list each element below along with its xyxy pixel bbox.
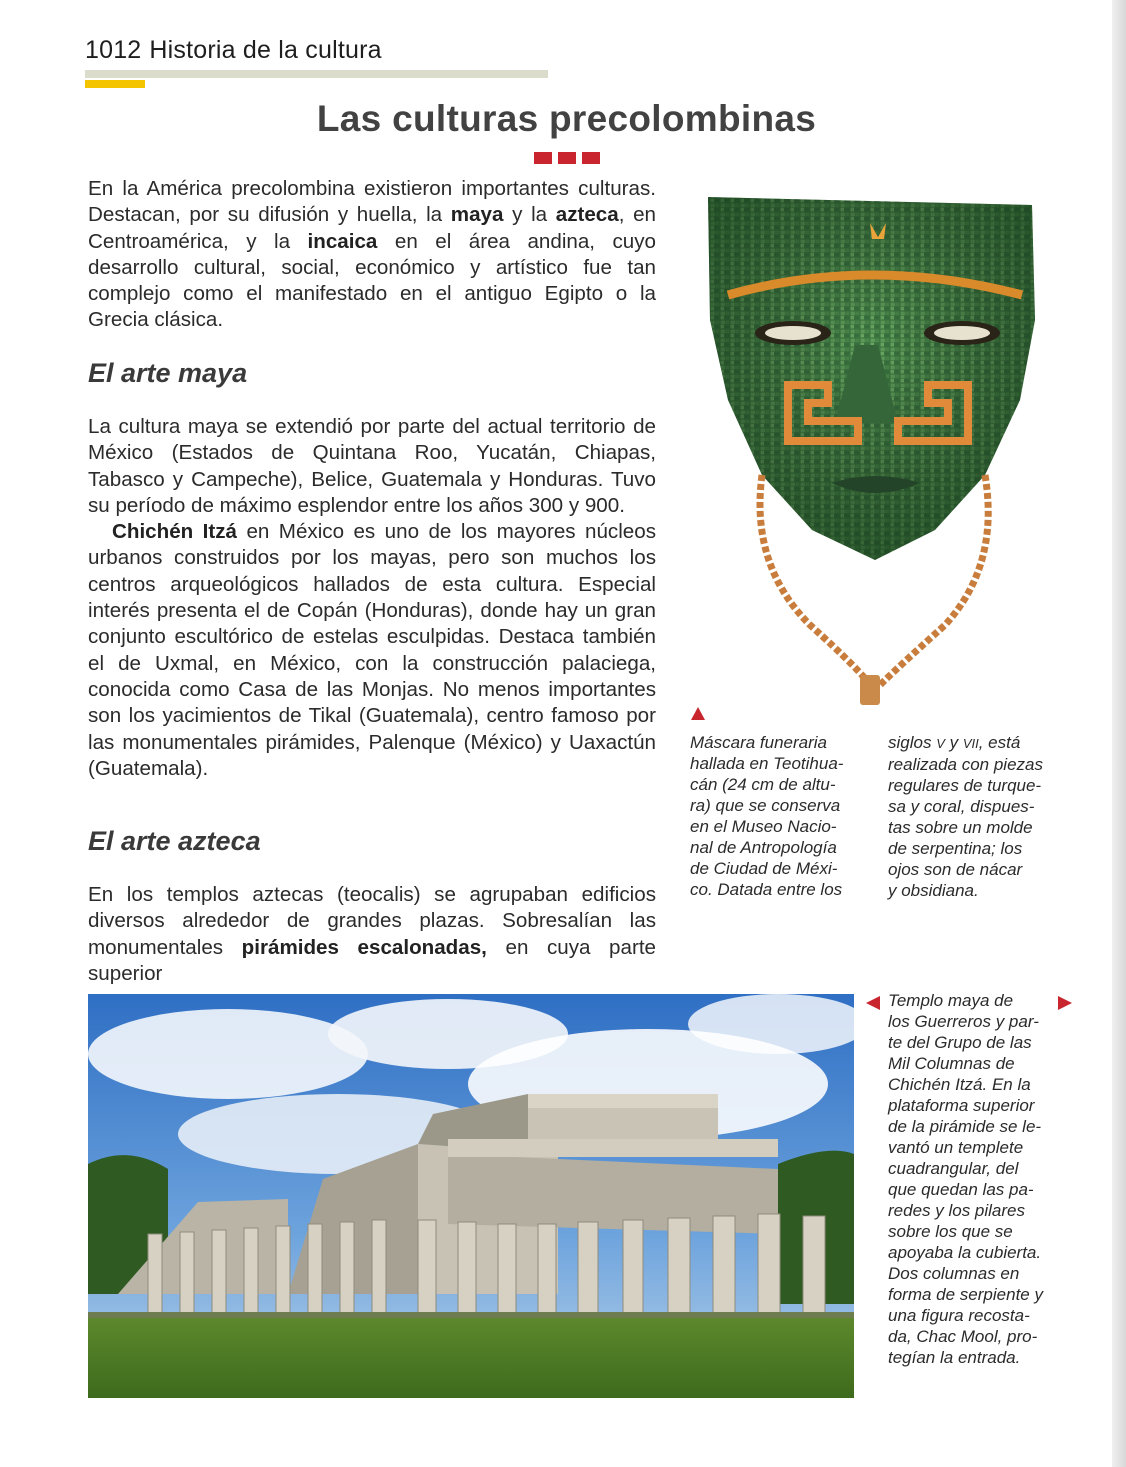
- temple-caption: [888, 990, 1068, 1368]
- intro-text: En la América precolombina existieron importantes culturas. Destacan, por su difusión y huella, la: [88, 177, 656, 227]
- caption-line: y obsidiana.: [888, 881, 979, 900]
- mask-caption-col2: [888, 732, 1078, 901]
- roman-numeral: V: [936, 736, 945, 751]
- caption-line: co. Datada entre los: [690, 880, 843, 899]
- roman-numeral: VII: [962, 736, 979, 751]
- caption-line: cán (24 cm de altu-: [690, 775, 836, 794]
- caption-line: te del Grupo de las: [888, 1033, 1032, 1052]
- caption-line: Templo maya de: [888, 991, 1014, 1010]
- caption-line: Mil Columnas de: [888, 1054, 1015, 1073]
- caption-line: los Guerreros y par-: [888, 1012, 1039, 1031]
- triangle-left-icon: [866, 996, 880, 1010]
- caption-line: de serpentina; los: [888, 839, 1023, 858]
- caption-line: sobre los que se: [888, 1222, 1013, 1241]
- page-edge-shadow: [1112, 0, 1126, 1467]
- caption-line: forma de serpiente y: [888, 1285, 1043, 1304]
- running-head: [85, 36, 382, 65]
- caption-line: [888, 732, 1078, 754]
- maya-paragraph-1: La cultura maya se extendió por parte del actual territorio de México (Estados de Quintana Roo, Yucatán, Chiapas, Tabasco y Campeche), Belice, Guatemala y Honduras. Tuvo su período de máximo esplendor entre los años 300 y 900.: [88, 415, 656, 517]
- caption-line: plataforma superior: [888, 1096, 1035, 1115]
- ornament-square: [558, 152, 576, 164]
- caption-line: redes y los pilares: [888, 1201, 1026, 1220]
- page-number: 1012: [85, 36, 142, 64]
- caption-line: Chichén Itzá. En la: [888, 1075, 1031, 1094]
- intro-text: , en Centroamérica, y la: [88, 203, 656, 253]
- caption-line: Dos columnas en: [888, 1264, 1020, 1283]
- header-accent-bar: [85, 80, 145, 88]
- triangle-up-icon: [691, 707, 705, 720]
- temple-photo: [88, 994, 854, 1398]
- maya-paragraph-2-text: en México es uno de los mayores núcleos urbanos construidos por los mayas, pero son muchos los centros arqueológicos hallados de esta cultura. Especial interés presenta el de Copán (Honduras), donde hay un gran conjunto escultórico de estelas esculpidas. Destaca también el de Uxmal, en México, con la construcción palaciega, conocida como Casa de las Monjas. No menos importantes son los yacimientos de Tikal (Guatemala), centro famoso por las monumentales pirámides, Palenque (México) y Uaxactún (Guatemala).: [88, 520, 656, 780]
- intro-bold-azteca: azteca: [555, 203, 619, 227]
- caption-text: y: [944, 733, 963, 752]
- section-heading-maya: El arte maya: [88, 358, 248, 388]
- section-heading-azteca: El arte azteca: [88, 826, 261, 856]
- caption-line: tas sobre un molde: [888, 818, 1033, 837]
- intro-bold-maya: maya: [450, 203, 504, 227]
- caption-line: da, Chac Mool, pro-: [888, 1327, 1038, 1346]
- funerary-mask-image: [700, 185, 1045, 715]
- caption-line: realizada con piezas: [888, 755, 1043, 774]
- maya-paragraph-2: [88, 519, 656, 782]
- caption-line: ra) que se conserva: [690, 796, 841, 815]
- caption-line: que quedan las pa-: [888, 1180, 1034, 1199]
- caption-line: cuadrangular, del: [888, 1159, 1019, 1178]
- caption-line: de Ciudad de Méxi-: [690, 859, 838, 878]
- caption-line: de la pirámide se le-: [888, 1117, 1042, 1136]
- ornament-square: [534, 152, 552, 164]
- ornament-square: [582, 152, 600, 164]
- intro-bold-incaica: incaica: [307, 229, 378, 253]
- intro-text: y la: [503, 203, 556, 227]
- intro-paragraph: [88, 176, 656, 334]
- caption-line: hallada en Teotihua-: [690, 754, 844, 773]
- caption-line: ojos son de nácar: [888, 860, 1023, 879]
- caption-line: Máscara funeraria: [690, 733, 828, 752]
- page-title: Las culturas precolombinas: [316, 98, 817, 139]
- azteca-text-end: en cuya parte superior: [88, 935, 656, 985]
- caption-text: , está: [978, 733, 1021, 752]
- intro-text: en el área andina, cuyo desarrollo cultural, social, económico y artístico fue tan complejo como el manifestado en el antiguo Egipto o la Grecia clásica.: [88, 229, 656, 332]
- azteca-text: En los templos aztecas (teocalis) se agrupaban edificios diversos alrededor de grandes plazas. Sobresalían las monumentales: [88, 883, 656, 959]
- azteca-body: [88, 882, 656, 987]
- caption-line: apoyaba la cubierta.: [888, 1243, 1042, 1262]
- chichen-itza-bold: Chichén Itzá: [112, 520, 238, 544]
- caption-line: tegían la entrada.: [888, 1348, 1021, 1367]
- caption-text: siglos: [888, 733, 937, 752]
- maya-body: [88, 414, 656, 782]
- section-name: Historia de la cultura: [149, 36, 382, 64]
- title-ornament: [534, 152, 600, 164]
- caption-line: regulares de turque-: [888, 776, 1042, 795]
- header-rule: [85, 70, 548, 78]
- piramides-bold: pirámides escalonadas,: [241, 935, 487, 959]
- caption-line: en el Museo Nacio-: [690, 817, 837, 836]
- caption-line: nal de Antropología: [690, 838, 837, 857]
- caption-line: vantó un templete: [888, 1138, 1024, 1157]
- mask-caption-col1: [690, 732, 870, 900]
- caption-line: sa y coral, dispues-: [888, 797, 1035, 816]
- caption-line: una figura recosta-: [888, 1306, 1030, 1325]
